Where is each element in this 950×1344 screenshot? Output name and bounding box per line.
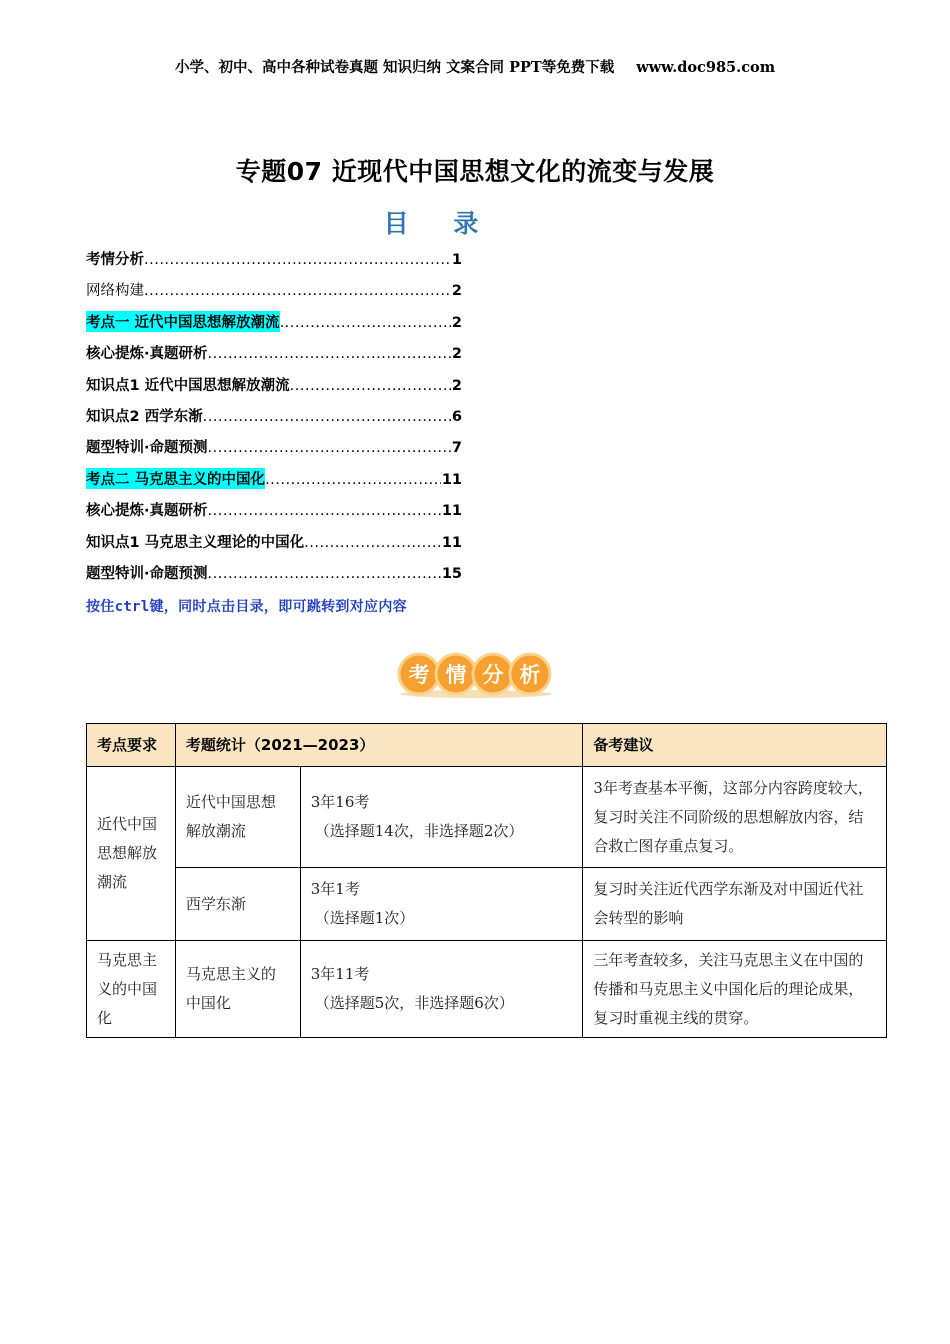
toc-item-point1[interactable]: 考点一 近代中国思想解放潮流 ..... 2 <box>86 311 462 342</box>
banner-char-1: 考 <box>408 663 430 687</box>
toc-item-core1[interactable]: 核心提炼·真题研析 ..... 2 <box>86 342 462 373</box>
header-url[interactable]: www.doc985.com <box>636 59 776 76</box>
page-header <box>0 56 950 77</box>
stat-cell: 3年16考 （选择题14次，非选择题2次） <box>300 767 583 868</box>
table-header-row <box>87 724 887 767</box>
toc-heading: 目 录 <box>383 209 497 238</box>
advice-cell: 复习时关注近代西学东渐及对中国近代社会转型的影响 <box>583 868 887 941</box>
toc-item-knowledge1[interactable]: 知识点1 近代中国思想解放潮流 ..... 2 <box>86 374 462 405</box>
toc-item-knowledge3[interactable]: 知识点1 马克思主义理论的中国化 ..... 11 <box>86 531 462 562</box>
subtopic-cell: 西学东渐 <box>175 868 300 941</box>
header-requirement: 考点要求 <box>87 724 176 767</box>
document-title: 专题07 近现代中国思想文化的流变与发展 <box>235 157 715 186</box>
toc-hint-note: 按住ctrl键，同时点击目录，即可跳转到对应内容 <box>86 599 407 615</box>
section-banner <box>397 650 555 700</box>
topic-cell: 马克思主义的中国化 <box>87 941 176 1038</box>
advice-cell: 三年考查较多，关注马克思主义在中国的传播和马克思主义中国化后的理论成果，复习时重视主线的贯穿。 <box>583 941 887 1038</box>
header-statistics: 考题统计（2021—2023） <box>175 724 582 767</box>
topic-cell: 近代中国思想解放潮流 <box>87 767 176 941</box>
stat-cell: 3年11考 （选择题5次，非选择题6次） <box>300 941 583 1038</box>
table-of-contents <box>86 248 462 593</box>
banner-char-2: 情 <box>445 663 467 687</box>
table-row <box>87 941 887 1038</box>
header-text: 小学、初中、高中各种试卷真题 知识归纳 文案合同 PPT等免费下载 <box>174 59 615 76</box>
table-row <box>87 767 887 868</box>
table-row <box>87 868 887 941</box>
exam-analysis-table <box>86 723 887 1038</box>
toc-item-knowledge2[interactable]: 知识点2 西学东渐 ..... 6 <box>86 405 462 436</box>
stat-cell: 3年1考 （选择题1次） <box>300 868 583 941</box>
toc-item-practice2[interactable]: 题型特训·命题预测 ..... 15 <box>86 562 462 593</box>
subtopic-cell: 近代中国思想解放潮流 <box>175 767 300 868</box>
toc-item-core2[interactable]: 核心提炼·真题研析 ..... 11 <box>86 499 462 530</box>
banner-char-3: 分 <box>482 663 504 687</box>
toc-item-practice1[interactable]: 题型特训·命题预测 ..... 7 <box>86 436 462 467</box>
header-advice: 备考建议 <box>583 724 887 767</box>
toc-item-point2[interactable]: 考点二 马克思主义的中国化 ..... 11 <box>86 468 462 499</box>
toc-item-kaoqing[interactable]: 考情分析 ..... 1 <box>86 248 462 279</box>
banner-char-4: 析 <box>519 663 541 687</box>
toc-item-network[interactable]: 网络构建 ..... 2 <box>86 279 462 310</box>
subtopic-cell: 马克思主义的中国化 <box>175 941 300 1038</box>
advice-cell: 3年考查基本平衡，这部分内容跨度较大，复习时关注不同阶级的思想解放内容，结合救亡图存重点复习。 <box>583 767 887 868</box>
